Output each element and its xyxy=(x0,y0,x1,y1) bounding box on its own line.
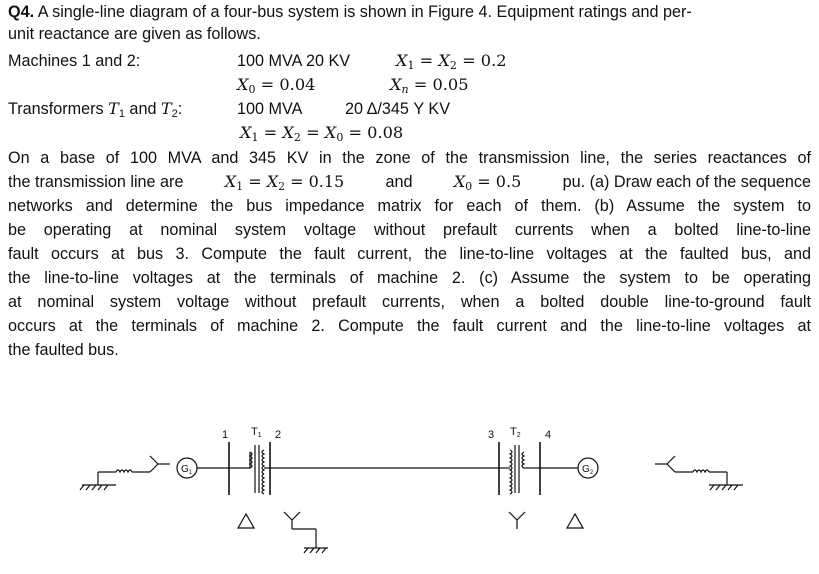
g1-wye-symbol xyxy=(150,456,170,472)
body-line-4: be operating at nominal system voltage without prefault currents when a bolted line-to-line xyxy=(8,221,811,239)
g2-neutral-ground xyxy=(675,470,743,490)
machines-xn: $X_n = 0.05$ xyxy=(390,75,469,97)
t2-wye-icon xyxy=(509,512,525,529)
bus-1-label: 1 xyxy=(222,429,229,441)
body-line-8: occurs at the terminals of machine 2. Compute the fault current and the line-to-line voltages at xyxy=(8,317,811,335)
t1-transformer-icon xyxy=(250,445,270,494)
body-line-9: the faulted bus. xyxy=(8,341,119,359)
bus-2-label: 2 xyxy=(275,429,282,441)
g1-neutral-ground xyxy=(80,470,150,490)
body-line-6: the line-to-line voltages at the terminals of machine 2. (c) Assume the system to be operating xyxy=(8,269,811,287)
transformers-label: Transformers $T_1$ and $T_2$: xyxy=(8,99,183,121)
body-line-2: the transmission line are $X_1 = X_2 = 0.15$ and $X_0 = 0.5$ pu. (a) Draw each of the sequence xyxy=(8,172,811,194)
machines-label: Machines 1 and 2: xyxy=(8,52,141,70)
body-line-3: networks and determine the bus impedance matrix for each of them. (b) Assume the system to xyxy=(8,197,811,215)
t1-grounded-wye-icon xyxy=(284,512,328,553)
body-line-5: fault occurs at bus 3. Compute the fault current, the line-to-line voltages at the faulted bus, and xyxy=(8,245,811,263)
body-line-1: On a base of 100 MVA and 345 KV in the zone of the transmission line, the series reactances of xyxy=(8,149,811,167)
transformers-reactance: $X_1 = X_2 = X_0 = 0.08$ xyxy=(240,123,404,145)
t2-label: T2 xyxy=(510,426,521,439)
t1-delta-icon xyxy=(238,514,254,528)
question-intro-2: unit reactance are given as follows. xyxy=(8,25,261,43)
transformers-voltage: 20 Δ/345 Y KV xyxy=(345,100,451,118)
body-line-7: at nominal system voltage without prefault currents, when a bolted double line-to-ground fault xyxy=(8,293,811,311)
g1-label: $G_1$ xyxy=(181,464,193,476)
t2-delta-icon xyxy=(567,514,583,528)
question-number: Q4. xyxy=(8,3,35,21)
machines-x12: $X_1 = X_2 = 0.2$ xyxy=(396,51,507,73)
transformers-rating: 100 MVA xyxy=(237,100,303,118)
machines-x0: $X_0 = 0.04$ xyxy=(237,75,316,97)
g2-label: $G_2$ xyxy=(582,464,594,476)
bus-4-label: 4 xyxy=(545,429,552,441)
question-intro-1: A single-line diagram of a four-bus system is shown in Figure 4. Equipment ratings and per- xyxy=(37,3,692,21)
bus-3-label: 3 xyxy=(488,429,495,441)
machines-rating: 100 MVA 20 KV xyxy=(237,52,351,70)
t1-label: T1 xyxy=(251,426,262,439)
g2-wye-symbol xyxy=(655,456,675,472)
t2-transformer-icon xyxy=(499,445,540,494)
